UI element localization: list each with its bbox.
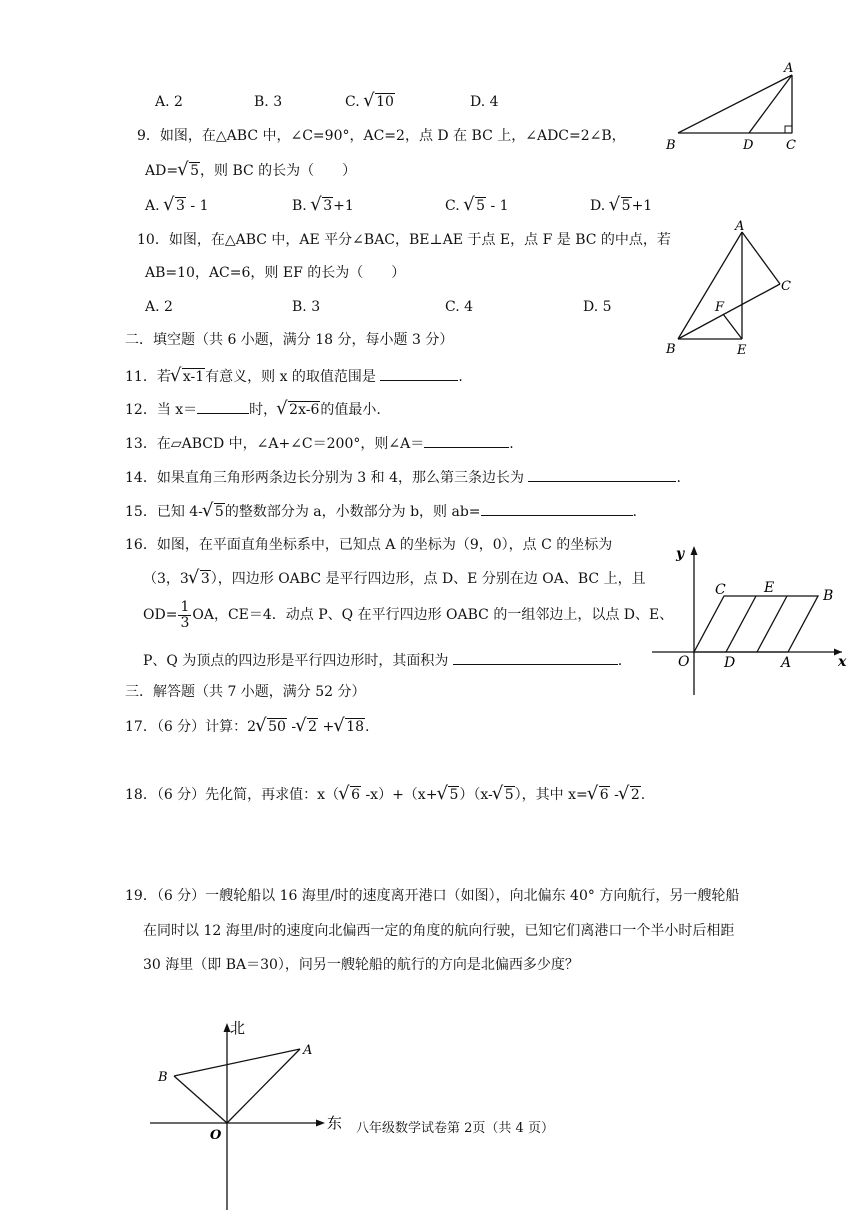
fig10-label-a: A <box>735 219 745 234</box>
fig9-label-a: A <box>784 61 794 76</box>
q19-line1: 19．（6 分）一艘轮船以 16 海里/时的速度离开港口（如图），向北偏东 40° 方向航行，另一艘轮船 <box>125 888 740 904</box>
q11: 11．若√ x-1有意义，则 x 的取值范围是 . <box>125 368 463 384</box>
q13-answer-blank <box>424 435 509 448</box>
q19-line2: 在同时以 12 海里/时的速度向北偏西一定的角度的航向行驶，已知它们离港口一个半小时后相距 <box>143 923 735 939</box>
section-2-heading: 二．填空题（共 6 小题，满分 18 分，每小题 3 分） <box>125 332 454 348</box>
q17: 17．（6 分）计算：2√ 50 -√ 2 +√ 18. <box>125 720 370 734</box>
q15-answer-blank <box>481 503 633 516</box>
fig9-label-d: D <box>743 138 754 153</box>
fig16-label-e: E <box>764 580 775 596</box>
q11-answer-blank <box>380 368 458 381</box>
q13: 13．在▱ABCD 中，∠A+∠C＝200°，则∠A＝ . <box>125 436 514 452</box>
q8-option-d: D. 4 <box>470 94 499 110</box>
q10-line2: AB=10，AC=6，则 EF 的长为（ ） <box>145 265 406 281</box>
q16-line2: （3，3√ 3），四边形 OABC 是平行四边形，点 D、E 分别在边 OA、BC 上，且 <box>143 572 646 586</box>
fig9-label-c: C <box>786 138 796 153</box>
fig10-label-b: B <box>666 342 676 357</box>
fig10-label-c: C <box>781 279 791 294</box>
page-footer: 八年级数学试卷第 2页（共 4 页） <box>356 1121 554 1136</box>
q10-line1: 10．如图，在△ABC 中，AE 平分∠BAC，BE⊥AE 于点 E，点 F 是 BC 的中点，若 <box>137 232 671 248</box>
q9-option-b: B. √ 3+1 <box>292 199 354 213</box>
section-3-heading: 三．解答题（共 7 小题，满分 52 分） <box>125 684 366 700</box>
fig10-label-e: E <box>737 343 747 358</box>
fig16-label-x: x <box>838 654 847 670</box>
fig16-label-o: O <box>678 654 690 670</box>
fig16-label-d: D <box>724 655 736 671</box>
fig16-label-y: y <box>676 546 685 562</box>
figure-q9 <box>660 58 800 153</box>
figure-q16 <box>652 540 852 700</box>
q18: 18．（6 分）先化简，再求值：x（√ 6 -x）+（x+√ 5）（x-√ 5），其中 x=√ 6 -√ 2. <box>125 788 645 802</box>
q9-option-c: C. √ 5 - 1 <box>445 199 509 213</box>
figure-q10 <box>660 218 800 360</box>
q14-answer-blank <box>528 469 676 482</box>
q9-line2: AD=√ 5，则 BC 的长为（ ） <box>145 164 356 178</box>
fig10-label-f: F <box>715 300 725 315</box>
q10-option-c: C. 4 <box>445 299 474 315</box>
q16-line1: 16．如图，在平面直角坐标系中，已知点 A 的坐标为（9，0），点 C 的坐标为 <box>125 537 613 553</box>
q16-line4: P、Q 为顶点的四边形是平行四边形时，其面积为 . <box>143 653 623 669</box>
fig19-label-o: O <box>210 1128 222 1143</box>
fig9-label-b: B <box>666 138 676 153</box>
fig16-label-a: A <box>781 655 792 671</box>
q9-option-d: D. √ 5+1 <box>590 199 652 213</box>
fig19-label-a: A <box>303 1043 313 1058</box>
fraction-one-third: $\frac{1}{3}$ <box>180 599 190 631</box>
q10-option-d: D. 5 <box>583 299 612 315</box>
q8-option-b: B. 3 <box>254 94 283 110</box>
fig16-label-c: C <box>715 582 726 598</box>
q10-option-b: B. 3 <box>292 299 321 315</box>
q8-option-c: C. √ 10 <box>345 95 395 109</box>
q15: 15．已知 4-√ 5的整数部分为 a，小数部分为 b，则 ab= . <box>125 503 637 519</box>
q14: 14．如果直角三角形两条边长分别为 3 和 4，那么第三条边长为 . <box>125 470 681 486</box>
q8-option-a: A. 2 <box>155 94 183 110</box>
figure-q19 <box>150 1015 360 1215</box>
fig19-east-label: 东 <box>327 1114 343 1132</box>
q12-answer-blank <box>197 401 249 414</box>
fig16-label-b: B <box>823 588 834 604</box>
q19-line3: 30 海里（即 BA＝30），问另一艘轮船的航行的方向是北偏西多少度？ <box>143 957 579 973</box>
q12: 12．当 x＝ 时，√ 2x-6的值最小. <box>125 401 381 417</box>
q16-answer-blank <box>453 652 618 665</box>
fig19-north-label: 北 <box>230 1019 246 1037</box>
q9-option-a: A. √ 3 - 1 <box>145 199 208 213</box>
q10-option-a: A. 2 <box>145 299 173 315</box>
fig19-label-b: B <box>158 1070 168 1085</box>
q16-line3: OD= $\frac{1}{3}$ OA，CE＝4．动点 P、Q 在平行四边形 OABC 的一组邻边上，以点 D、E、 <box>143 599 674 631</box>
q9-line1: 9．如图，在△ABC 中，∠C=90°，AC=2，点 D 在 BC 上，∠ADC=2∠B， <box>137 128 626 144</box>
